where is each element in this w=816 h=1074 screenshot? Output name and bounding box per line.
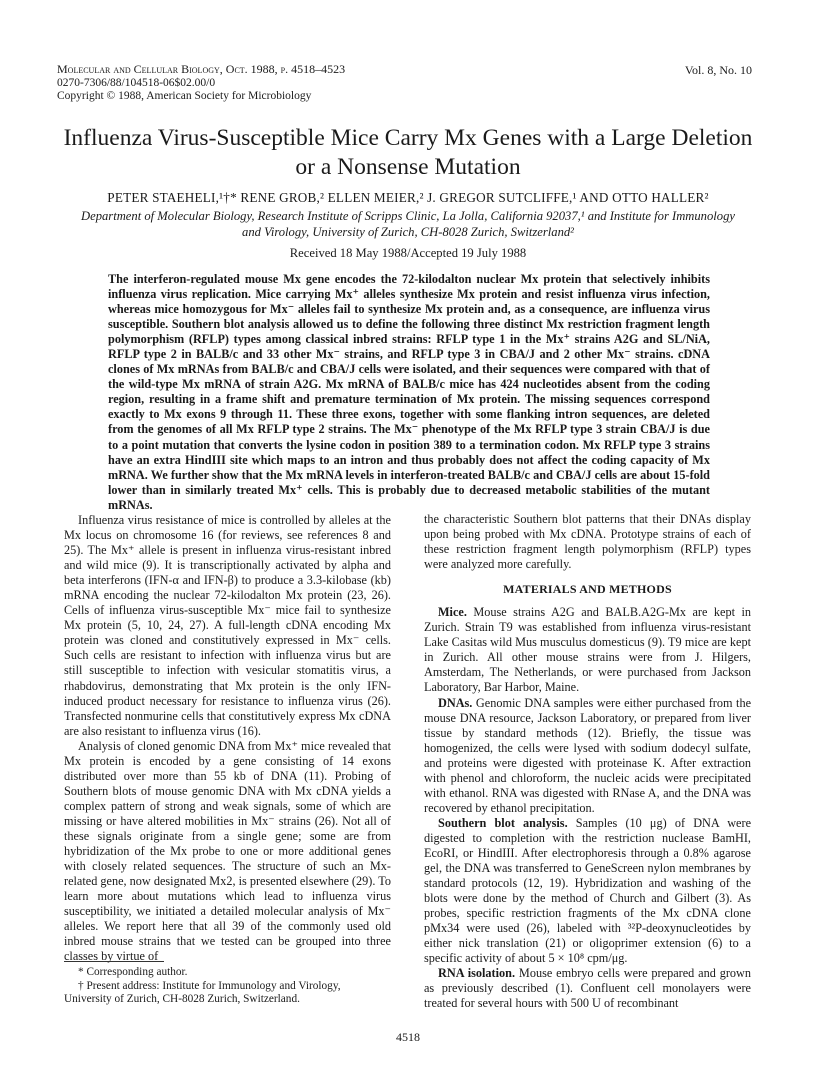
page-number: 4518 [396, 1030, 420, 1044]
volume-issue: Vol. 8, No. 10 [684, 63, 752, 77]
author-list: PETER STAEHELI,¹†* RENE GROB,² ELLEN MEIER,² J. GREGOR SUTCLIFFE,¹ AND OTTO HALLER² [107, 190, 709, 205]
rna-text: Mouse embryo cells were prepared and grown as previously described (1). Confluent cell monolayers were treated for several hours with 500 U of recombinant [424, 966, 751, 1011]
footnotes [64, 966, 391, 1007]
southern-text: Samples (10 μg) of DNA were digested to completion with the restriction nuclease BamHI, EcoRI, or HindIII. After electrophoresis through a 0.8% agarose gel, the DNA was transferred to GeneScreen nylon membranes by standard protocols (12, 19). Hybridization and washing of the blots were done by the method of Church and Gilbert (3). As probes, specific restriction fragments of the Mx cDNA clone pMx34 were used (26), labeled with ³²P-deoxynucleotides by either nick translation (21) or oligoprimer extension (6) to a specific activity of about 5 × 10⁸ cpm/μg. [424, 815, 752, 966]
abstract: The interferon-regulated mouse Mx gene encodes the 72-kilodalton nuclear Mx protein that selectively inhibits influenza virus replication. Mice carrying Mx⁺ alleles synthesize Mx protein and resist influenza virus infection, whereas mice homozygous for Mx⁻ alleles fail to synthesize Mx protein and, as a consequence, are influenza virus susceptible. Southern blot analysis allowed us to define the following three distinct Mx restriction fragment length polymorphism (RFLP) types among classical inbred strains: RFLP type 1 in the Mx⁺ strains A2G and SL/NiA, RFLP type 2 in BALB/c and 33 other Mx⁻ strains, and RFLP type 3 in CBA/J and 2 other Mx⁻ strains. cDNA clones of Mx mRNAs from BALB/c and CBA/J cells were isolated, and their sequences were compared with that of the wild-type Mx mRNA of strain A2G. Mx mRNA of BALB/c mice has 424 nucleotides absent from the coding region, resulting in a frame shift and premature termination of Mx protein. The missing sequences correspond exactly to Mx exons 9 through 11. These three exons, together with some flanking intron sequences, are deleted from the genomes of all Mx RFLP type 2 strains. The Mx⁻ phenotype of the Mx RFLP type 3 strain CBA/J is due to a point mutation that converts the lysine codon in position 389 to a termination codon. Mx RFLP type 3 strains have an extra HindIII site which maps to an intron and thus probably does not affect the coding capacity of Mx mRNA. We further show that the Mx mRNA levels in interferon-treated BALB/c and CBA/J cells are about 15-fold lower than in similarly treated Mx⁺ cells. This is probably due to decreased metabolic stabilities of the mutant mRNAs. [108, 272, 710, 512]
methods-dnas-paragraph [424, 696, 751, 816]
runin-heading-rna: RNA isolation. [438, 966, 516, 981]
runin-heading-southern: Southern blot analysis. [438, 815, 568, 830]
runin-heading-dnas: DNAs. [438, 695, 473, 710]
mice-text: Mouse strains A2G and BALB.A2G-Mx are kept in Zurich. Strain T9 was established from influenza virus-resistant Lake Casitas wild Mus musculus domesticus (9). T9 mice are kept in Zurich. All other mouse strains were from J. Hilgers, Amsterdam, The Netherlands, or were purchased from Jackson Laboratory, Bar Harbor, Maine. [424, 605, 751, 695]
footnote-corresponding: * Corresponding author. [78, 966, 188, 978]
section-heading-methods: MATERIALS AND METHODS [503, 582, 672, 597]
methods-rna-paragraph [424, 966, 751, 1011]
runin-heading-mice: Mice. [438, 605, 467, 620]
footnote-divider [64, 961, 164, 962]
body-column-right [424, 512, 751, 1012]
copyright-line: Copyright © 1988, American Society for Microbiology [57, 90, 312, 102]
methods-southern-paragraph [424, 816, 751, 966]
journal-header [57, 63, 477, 104]
footnote-present-address: † Present address: Institute for Immunology and Virology, University of Zurich, CH-8028 Zurich, Switzerland. [64, 979, 341, 1006]
body-column-left [64, 513, 391, 964]
intro-paragraph-1: Influenza virus resistance of mice is controlled by alleles at the Mx locus on chromosome 16 (for reviews, see references 8 and 25). The Mx⁺ allele is present in influenza virus-resistant inbred and wild mice (9). It is transcriptionally activated by alpha and beta interferons (IFN-α and IFN-β) to produce a 3.3-kilobase (kb) mRNA encoding the nuclear 72-kilodalton Mx protein (23, 26). Cells of influenza virus-susceptible Mx⁻ mice fail to synthesize Mx protein (5, 10, 24, 27). A full-length cDNA encoding Mx protein was cloned and constitutively expressed in Mx⁻ cells. Such cells are resistant to infection with influenza virus but are still susceptible to infection with vesicular stomatitis virus, a rhabdovirus, demonstrating that Mx protein is the only IFN-induced product necessary for resistance to influenza virus (26). Transfected nonmurine cells that constitutively express Mx cDNA are also resistant to influenza virus (16). [64, 513, 391, 738]
author-affiliations: Department of Molecular Biology, Research Institute of Scripps Clinic, La Jolla, California 92037,¹ and Institute for Immunology and Virology, University of Zurich, CH-8028 Zurich, Switzerland² [81, 209, 735, 239]
received-dates: Received 18 May 1988/Accepted 19 July 1988 [289, 246, 527, 260]
intro-paragraph-continued: the characteristic Southern blot patterns that their DNAs display upon being probed with Mx cDNA. Prototype strains of each of these restriction fragment length polymorphism (RFLP) types were analyzed more carefully. [424, 512, 751, 572]
dnas-text: Genomic DNA samples were either purchased from the mouse DNA resource, Jackson Laboratory, or prepared from liver tissue by standard methods (12). Briefly, the tissue was homogenized, the cells were lysed with sodium dodecyl sulfate, and proteins were digested with proteinase K. After extraction with phenol and chloroform, the nucleic acids were precipitated with ethanol. RNA was digested with RNase A, and the DNA was recovered by ethanol precipitation. [424, 695, 752, 815]
article-title: Influenza Virus-Susceptible Mice Carry Mx Genes with a Large Deletion or a Nonsense Mutation [63, 125, 753, 180]
methods-mice-paragraph [424, 605, 751, 695]
intro-paragraph-2: Analysis of cloned genomic DNA from Mx⁺ mice revealed that Mx protein is encoded by a gene consisting of 14 exons distributed over more than 55 kb of DNA (11). Probing of Southern blots of mouse genomic DNA with Mx cDNA yields a complex pattern of strong and weak signals, some of which are missing or have altered mobilities in Mx⁻ strains (26). Not all of these signals originate from a single gene; some are from hybridization of the Mx probe to one or more additional genes with closely related sequences. The structure of such an Mx-related gene, now designated Mx2, is presented elsewhere (29). To learn more about mutations which lead to influenza virus susceptibility, we initiated a detailed molecular analysis of Mx⁻ alleles. We report here that all 39 of the commonly used old inbred mouse strains that we tested can be grouped into three classes by virtue of [64, 738, 391, 964]
journal-citation: Molecular and Cellular Biology, Oct. 1988, p. 4518–4523 [57, 62, 346, 76]
journal-code: 0270-7306/88/104518-06$02.00/0 [57, 76, 216, 89]
